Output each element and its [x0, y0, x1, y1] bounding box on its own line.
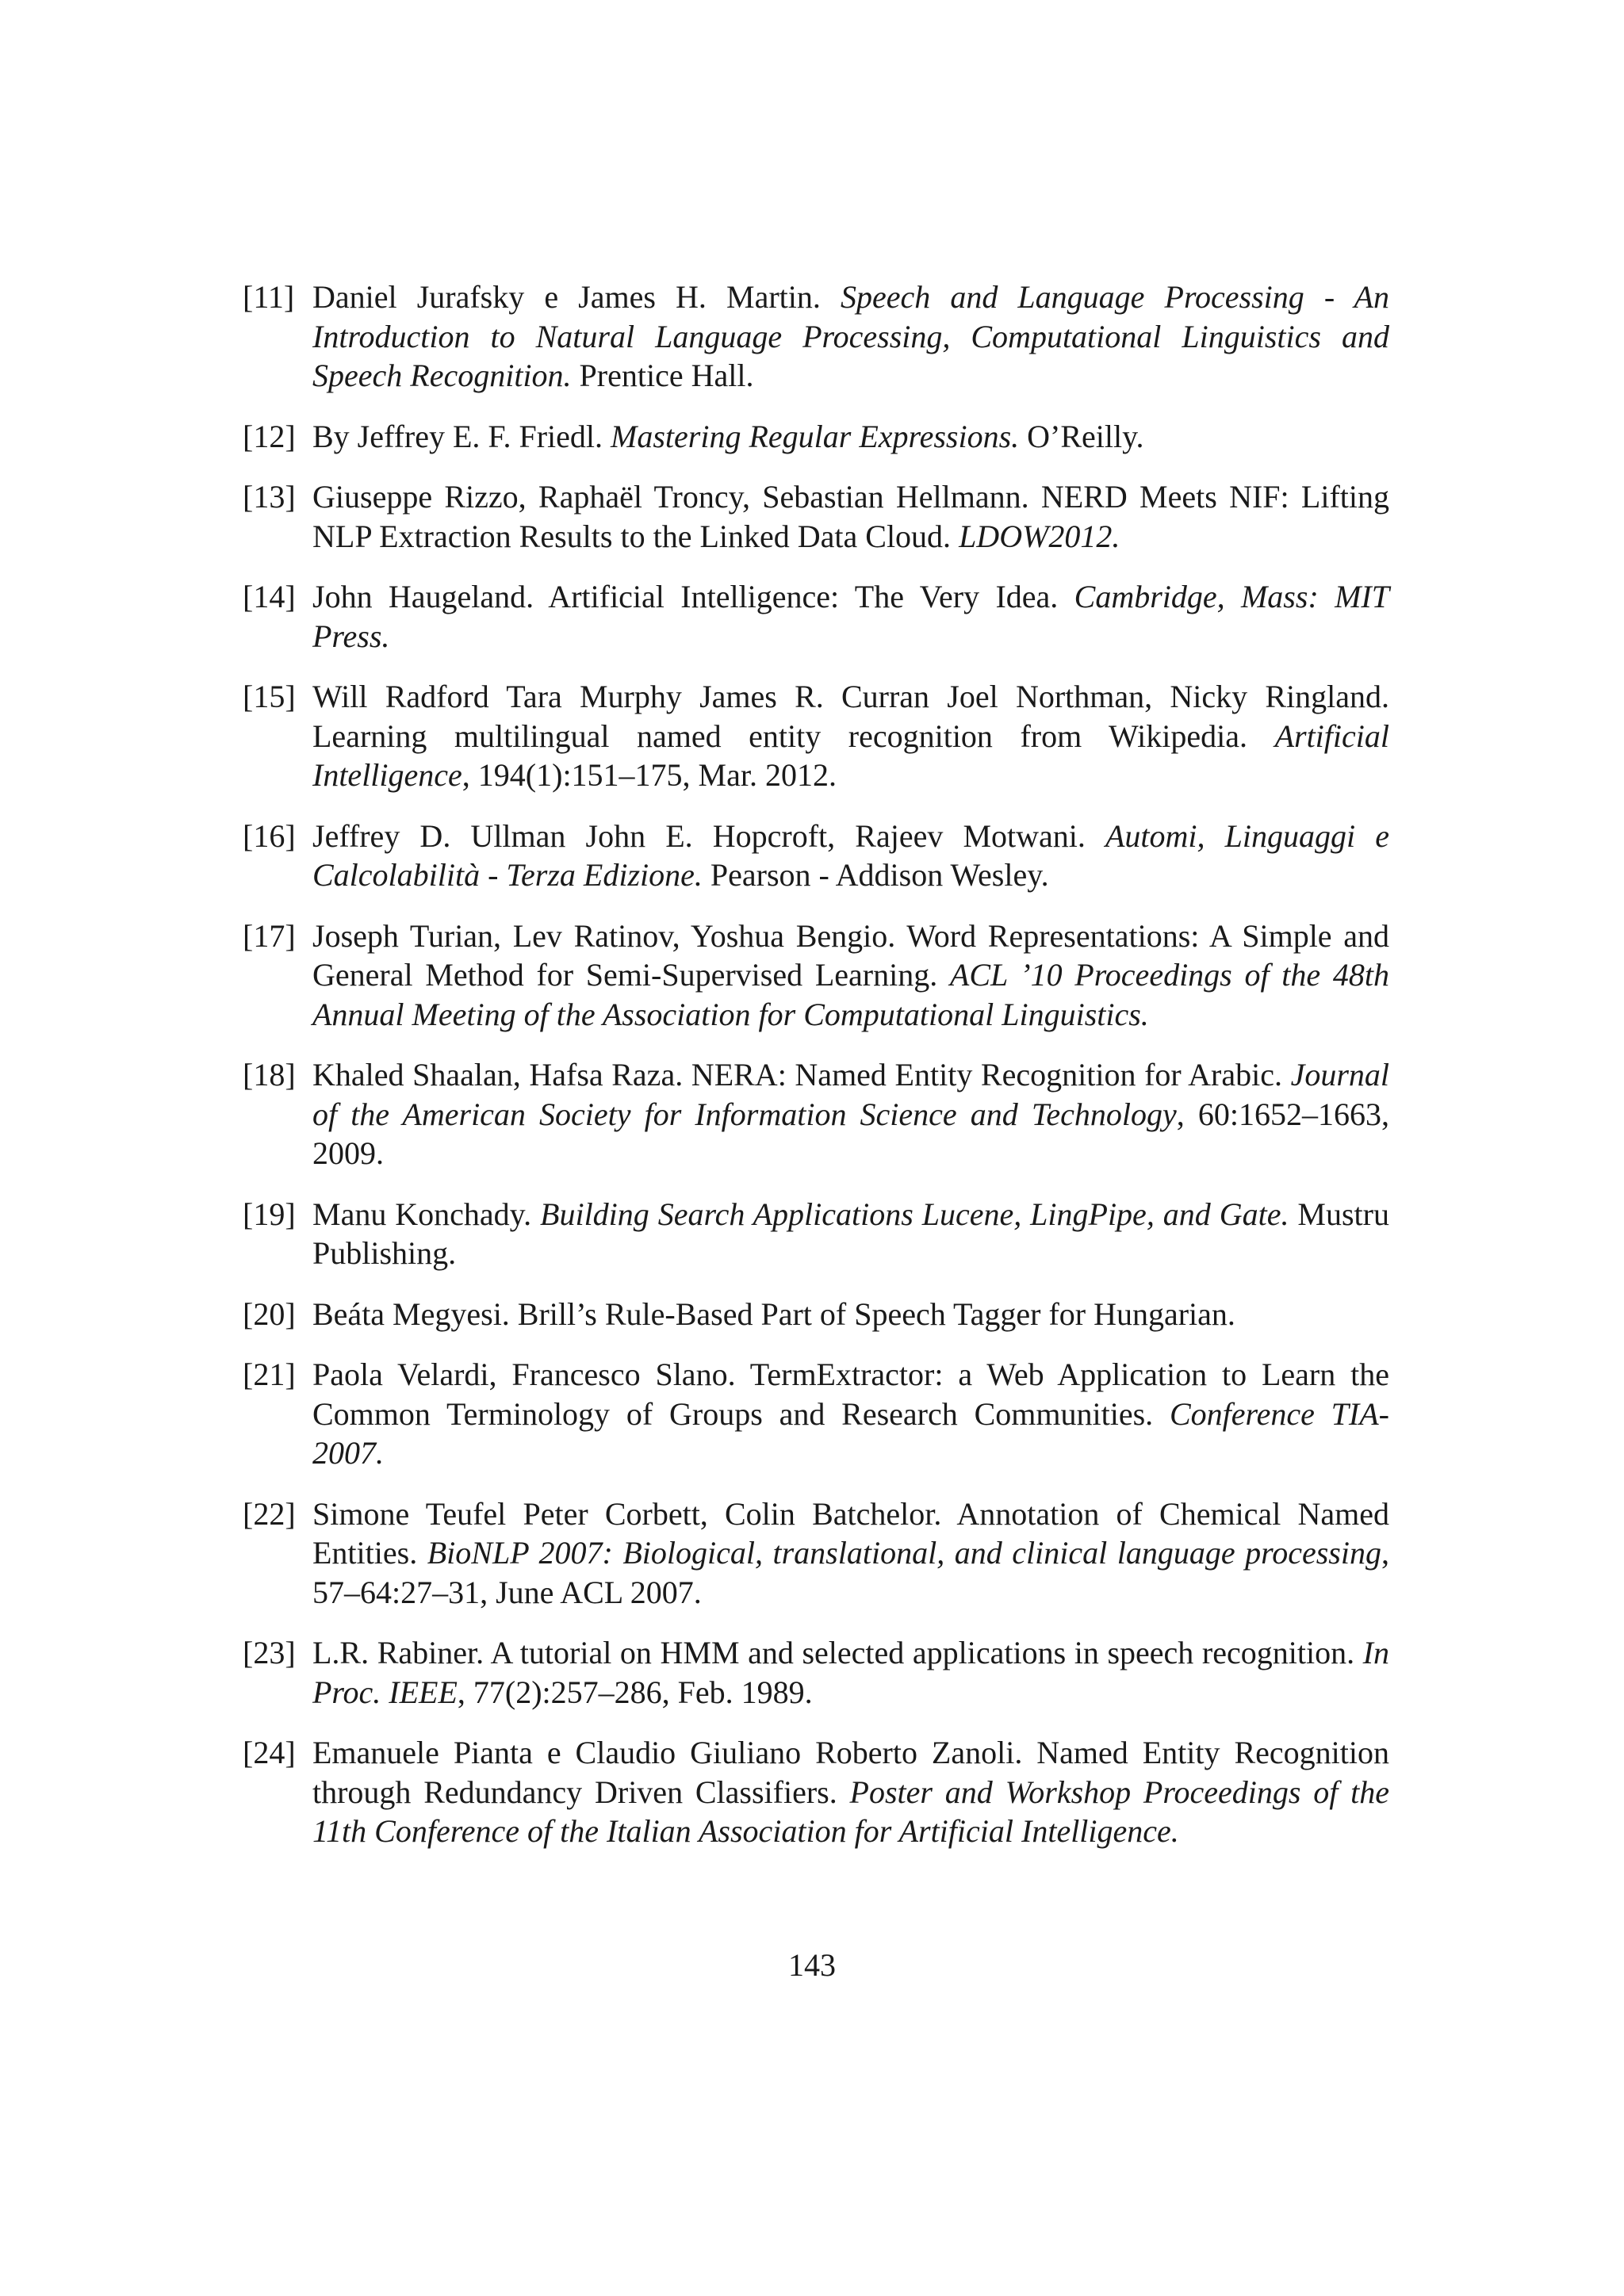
reference-text [312, 918, 1389, 1032]
reference-segment: , 57–64:27–31, June ACL 2007. [312, 1535, 1389, 1610]
reference-source-italic: BioNLP 2007: Biological, translational, and clinical language processing [427, 1535, 1381, 1571]
reference-number: [24] [243, 1735, 296, 1770]
reference-source-italic: Mastering Regular Expressions. [611, 418, 1020, 454]
reference-text [312, 818, 1389, 894]
reference-source-italic: Conference TIA-2007. [312, 1395, 1389, 1471]
reference-number: [13] [243, 479, 296, 515]
reference-segment: Daniel Jurafsky e James H. Martin. [312, 279, 841, 315]
reference-source-italic: Poster and Workshop Proceedings of the 11th Conference of the Italian Association for Artificial Intelligence. [312, 1774, 1389, 1849]
reference-segment: Giuseppe Rizzo, Raphaël Troncy, Sebastian Hellmann. NERD Meets NIF: Lifting NLP Extraction Results to the Linked Data Cloud. [312, 479, 1389, 554]
reference-entry [243, 817, 1389, 895]
page-number: 143 [788, 1947, 836, 1983]
reference-source-italic: ACL ’10 Proceedings of the 48th Annual Meeting of the Association for Computational Linguistics. [312, 957, 1389, 1032]
reference-entry [243, 1494, 1389, 1613]
reference-text [312, 1496, 1389, 1610]
reference-segment: Will Radford Tara Murphy James R. Curran Joel Northman, Nicky Ringland. Learning multilingual named entity recognition from Wikipedia. [312, 679, 1389, 754]
reference-number: [14] [243, 579, 296, 614]
reference-segment: , 60:1652–1663, 2009. [312, 1096, 1389, 1171]
reference-source-italic: Cambridge, Mass: MIT Press. [312, 579, 1389, 654]
reference-number: [18] [243, 1057, 296, 1093]
reference-source-italic: Automi, Linguaggi e Calcolabilità - Terza Edizione. [312, 817, 1390, 893]
reference-source-italic: Building Search Applications Lucene, LingPipe, and Gate. [540, 1196, 1289, 1232]
reference-segment: , 77(2):257–286, Feb. 1989. [457, 1674, 813, 1710]
reference-text [312, 1057, 1389, 1171]
reference-text [312, 1735, 1389, 1849]
reference-segment: Manu Konchady. [312, 1196, 541, 1232]
reference-entry [243, 1295, 1389, 1334]
reference-entry [243, 577, 1389, 656]
reference-entry [243, 417, 1389, 457]
reference-text [312, 279, 1389, 393]
reference-segment: Jeffrey D. Ullman John E. Hopcroft, Rajeev Motwani. [312, 817, 1105, 854]
reference-segment: Prentice Hall. [571, 358, 754, 393]
reference-segment: , 194(1):151–175, Mar. 2012. [462, 757, 837, 793]
reference-text [312, 679, 1389, 793]
reference-number: [22] [243, 1495, 296, 1532]
reference-text [312, 1357, 1389, 1471]
reference-entry [243, 916, 1389, 1035]
reference-number: [20] [243, 1295, 296, 1332]
reference-segment: Pearson - Addison Wesley. [702, 857, 1049, 893]
reference-segment: Simone Teufel Peter Corbett, Colin Batchelor. Annotation of Chemical Named Entities. [312, 1495, 1389, 1571]
reference-segment: Emanuele Pianta e Claudio Giuliano Roberto Zanoli. Named Entity Recognition through Redundancy Driven Classifiers. [312, 1735, 1389, 1810]
reference-text [312, 579, 1389, 654]
reference-entry [243, 1733, 1389, 1851]
reference-number: [12] [243, 418, 296, 454]
reference-text [312, 1196, 1389, 1272]
reference-segment: Khaled Shaalan, Hafsa Raza. NERA: Named Entity Recognition for Arabic. [312, 1057, 1291, 1093]
reference-entry [243, 1055, 1389, 1173]
reference-source-italic: LDOW2012. [959, 518, 1120, 554]
reference-segment: L.R. Rabiner. A tutorial on HMM and selected applications in speech recognition. [312, 1635, 1363, 1670]
reference-text [312, 1635, 1389, 1710]
reference-entry [243, 477, 1389, 556]
reference-segment: John Haugeland. Artificial Intelligence: The Very Idea. [312, 579, 1074, 614]
reference-entry [243, 1195, 1389, 1273]
reference-entry [243, 677, 1389, 795]
reference-entry [243, 277, 1389, 396]
reference-number: [23] [243, 1635, 296, 1670]
reference-text [312, 1296, 1235, 1332]
reference-source-italic: In Proc. IEEE [312, 1635, 1389, 1710]
reference-segment: Mustru Publishing. [312, 1196, 1389, 1271]
reference-number: [19] [243, 1196, 296, 1232]
reference-source-italic: Speech and Language Processing - An Introduction to Natural Language Processing, Computational Linguistics and Speech Recognition. [312, 279, 1389, 393]
reference-number: [21] [243, 1357, 296, 1392]
reference-source-italic: Artificial Intelligence [312, 718, 1389, 793]
reference-source-italic: Journal of the American Society for Information Science and Technology [312, 1057, 1389, 1132]
reference-segment: Beáta Megyesi. Brill’s Rule-Based Part of Speech Tagger for Hungarian. [312, 1295, 1235, 1332]
reference-number: [16] [243, 817, 296, 854]
reference-number: [15] [243, 679, 296, 714]
reference-entry [243, 1355, 1389, 1473]
reference-segment: By Jeffrey E. F. Friedl. [312, 418, 611, 454]
reference-number: [17] [243, 917, 296, 954]
reference-segment: Paola Velardi, Francesco Slano. TermExtractor: a Web Application to Learn the Common Terminology of Groups and Research Communities. [312, 1357, 1389, 1432]
reference-text [312, 479, 1389, 554]
reference-segment: Joseph Turian, Lev Ratinov, Yoshua Bengio. Word Representations: A Simple and General Method for Semi-Supervised Learning. [312, 917, 1389, 993]
reference-list [243, 277, 1389, 1873]
reference-number: [11] [243, 279, 295, 315]
reference-text [312, 419, 1144, 454]
reference-segment: O’Reilly. [1019, 418, 1144, 454]
reference-entry [243, 1633, 1389, 1712]
